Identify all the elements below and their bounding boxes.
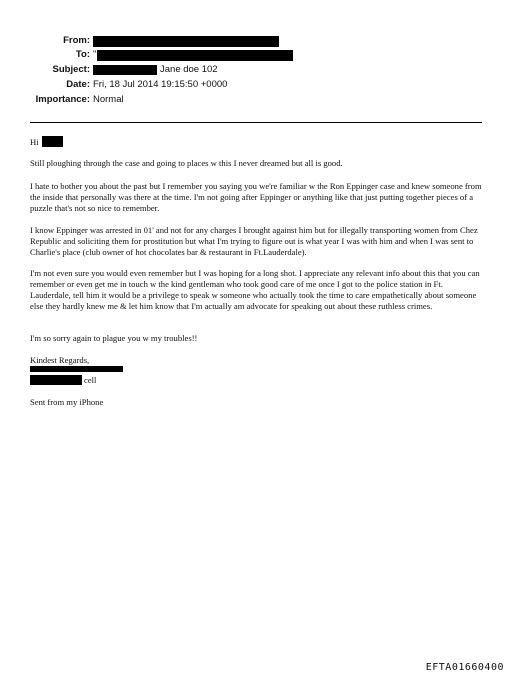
from-redaction [93,36,279,47]
date-label: Date: [66,79,90,90]
closing: Kindest Regards, [30,355,90,365]
importance-value: Normal [93,94,124,105]
paragraph-1: Still ploughing through the case and going to places w this I never dreamed but all is good. [30,158,343,168]
subject-label: Subject: [52,64,90,75]
subject-value: Jane doe 102 [160,64,218,75]
paragraph-2: I hate to bother you about the past but I remember you saying you we're familiar w the Ron Eppinger case and knew someone from the inside that personally was there at the time. I'm not going after Eppinger or anything like that just putting together pieces of a puzzle that's not so nice to remember. [30,181,482,213]
from-label: From: [63,35,90,46]
to-redaction [97,50,293,61]
greeting: Hi [30,137,39,147]
phone-redaction [30,375,82,385]
name-redaction [30,366,123,372]
greeting-redaction [42,136,63,147]
document-id: EFTA01660400 [425,662,504,673]
importance-label: Importance: [35,94,90,105]
header-divider [30,122,482,123]
paragraph-3: I know Eppinger was arrested in 01' and not for any charges I brought against him but for illegally transporting women from Chez Republic and soliciting them for prostitution but what I'm trying to figure out is what year I was with him and when I was sent to Charlie's place (club owner of hot chocolates bar & restaurant in Ft.Lauderdale). [30,225,478,257]
to-prefix: " [93,49,97,60]
paragraph-5: I'm so sorry again to plague you w my troubles!! [30,333,198,343]
to-label: To: [75,49,90,60]
subject-redaction [93,65,157,75]
signature: Sent from my iPhone [30,397,104,407]
paragraph-4: I'm not even sure you would even remember but I was hoping for a long shot. I appreciate any relevant info about this that you can remember or even get me in touch w the kind gentleman who took good care of me once I got to the police station in Ft. Lauderdale, tell him it would be a privilege to speak w someone who actually took the time to care empathetically about someone else they hardly knew me & let him know that I'm actually am advocate for speaking out about these ruthless crimes. [30,268,480,311]
date-value: Fri, 18 Jul 2014 19:15:50 +0000 [93,79,228,90]
cell-label: cell [84,375,97,385]
